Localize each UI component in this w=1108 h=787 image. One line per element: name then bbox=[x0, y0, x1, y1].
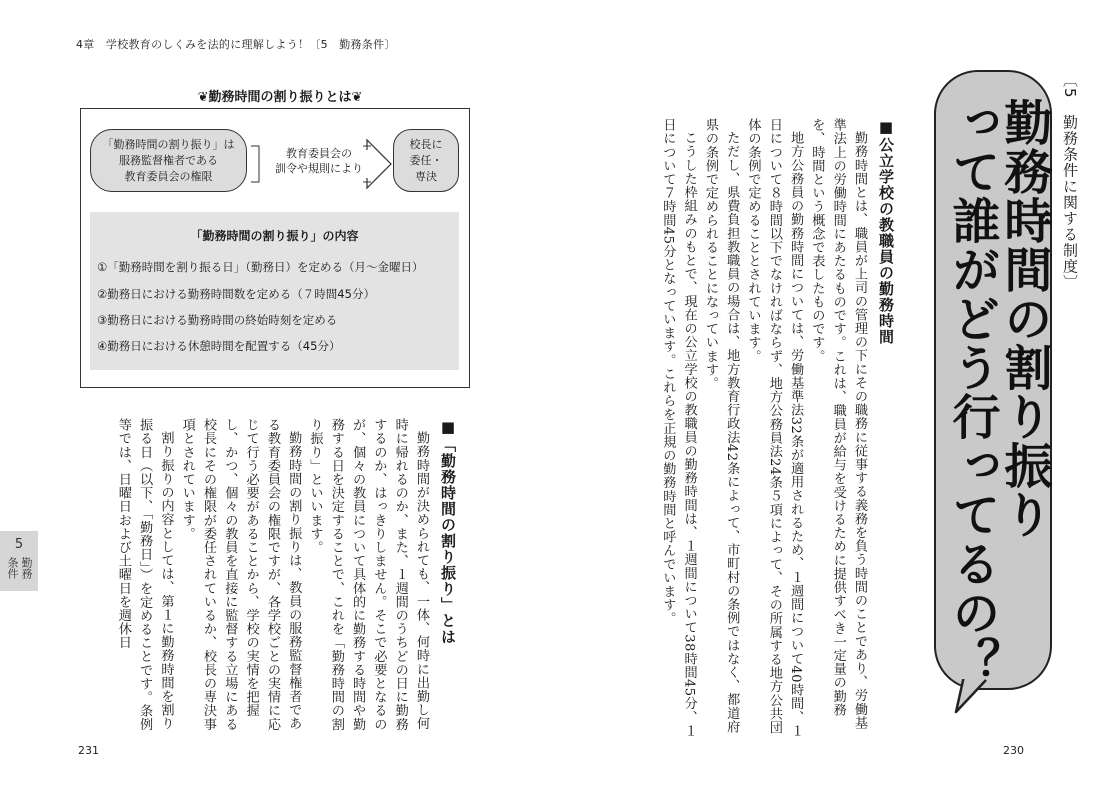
principal-line-3: 専決 bbox=[415, 169, 437, 183]
left-paragraph-1: 勤務時間が決められても、一体、何時に出勤し何時に帰れるのか、また、１週間のうちどの日に勤務するのか、はっきりしません。そこで必要となるのが、個々の教員について具体的に勤務する時間や勤務する日を決定することで、これを「勤務時間の割り振り」といいます。 bbox=[307, 418, 429, 731]
decorative-ornament-left-icon: ❦ bbox=[197, 90, 209, 105]
contents-item-1: ①「勤務時間を割り振る日」（勤務日）を定める（月～金曜日） bbox=[97, 260, 424, 274]
arrow-label-line-2: 訓令や規則により bbox=[275, 162, 363, 175]
contents-item-3: ③勤務日における勤務時間の終始時刻を定める bbox=[97, 313, 338, 327]
contents-item-2: ②勤務日における勤務時間数を定める（７時間45分） bbox=[97, 287, 375, 301]
page-number-left: 231 bbox=[78, 744, 99, 757]
arrow-label bbox=[260, 146, 378, 176]
page-number-right: 230 bbox=[1003, 744, 1024, 757]
chapter-label: 〔5 勤務条件に関する制度〕 bbox=[1061, 72, 1079, 291]
contents-title: 「勤務時間の割り振り」の内容 bbox=[190, 229, 359, 243]
figure-title-wrapper bbox=[150, 86, 410, 105]
right-body-text bbox=[632, 118, 870, 738]
left-body-text bbox=[76, 418, 432, 738]
authority-line-3: 教育委員会の権限 bbox=[124, 169, 213, 183]
chapter-thumb-tab bbox=[0, 531, 38, 591]
left-paragraph-2: 勤務時間の割り振りは、教員の服務監督権者である教育委員会の権限ですが、各学校ごとの実情に応じて行う必要があることから、学校の実情を把握し、かつ、個々の教員を直接に監督する立場にある校長にその権限が委任されているか、校長の専決事項とされています。 bbox=[179, 418, 302, 731]
chapter-title-line-1: 勤務時間の割り振り bbox=[996, 98, 1052, 539]
principal-pill bbox=[393, 129, 459, 192]
authority-line-1: 「勤務時間の割り振り」は bbox=[102, 137, 235, 151]
thumb-tab-label-1: 勤務 bbox=[20, 557, 33, 579]
right-paragraph-3: ただし、県費負担教職員の場合は、地方教育行政法42条によって、市町村の条例ではなく、都道府県の条例で定められることになっています。 bbox=[702, 118, 740, 734]
contents-item-4: ④勤務日における休憩時間を配置する（45分） bbox=[97, 339, 341, 353]
thumb-tab-label-2: 条件 bbox=[6, 557, 19, 579]
arrow-label-line-1: 教育委員会の bbox=[286, 147, 352, 160]
chapter-title-line-2: って誰がどう行ってるの？ bbox=[944, 98, 1000, 686]
figure-title: 勤務時間の割り振りとは bbox=[208, 90, 352, 105]
authority-line-2: 服務監督権者である bbox=[119, 153, 218, 167]
right-paragraph-1: 勤務時間とは、職員が上司の管理の下にその職務に従事する義務を負う時間のことであり、労働基準法上の労働時間にあたるものです。これは、職員が給与を受けるために提供すべき一定量の勤務を、時間という概念で表したものです。 bbox=[809, 118, 867, 730]
thumb-tab-number: 5 bbox=[14, 537, 24, 552]
running-header: 4章 学校教育のしくみを法的に理解しよう！〔5 勤務条件〕 bbox=[76, 38, 396, 51]
left-paragraph-3: 割り振りの内容としては、第１に勤務時間を割り振る日（以下、「勤務日」）を定めることです。条例等では、日曜日および土曜日を週休日 bbox=[115, 418, 174, 732]
right-paragraph-2: 地方公務員の勤務時間については、労働基準法32条が適用されるため、１週間について40時間、１日について８時間以下でなければならず、地方公務員法24条５項によって、その所属する地方公共団体の条例で定めることとされています。 bbox=[745, 118, 804, 738]
authority-pill bbox=[90, 129, 247, 192]
principal-line-2: 委任・ bbox=[409, 153, 443, 167]
principal-line-1: 校長に bbox=[409, 137, 443, 151]
section-heading-working-hours: ■公立学校の教職員の勤務時間 bbox=[877, 118, 895, 345]
right-paragraph-4: こうした枠組みのもとで、現在の公立学校の教職員の勤務時間は、１週間について38時間45分、１日について７時間45分となっています。これらを正規の勤務時間と呼んでいます。 bbox=[660, 118, 697, 738]
section-heading-allocation: ■「勤務時間の割り振り」とは bbox=[439, 418, 457, 645]
decorative-ornament-right-icon: ❦ bbox=[351, 90, 363, 105]
